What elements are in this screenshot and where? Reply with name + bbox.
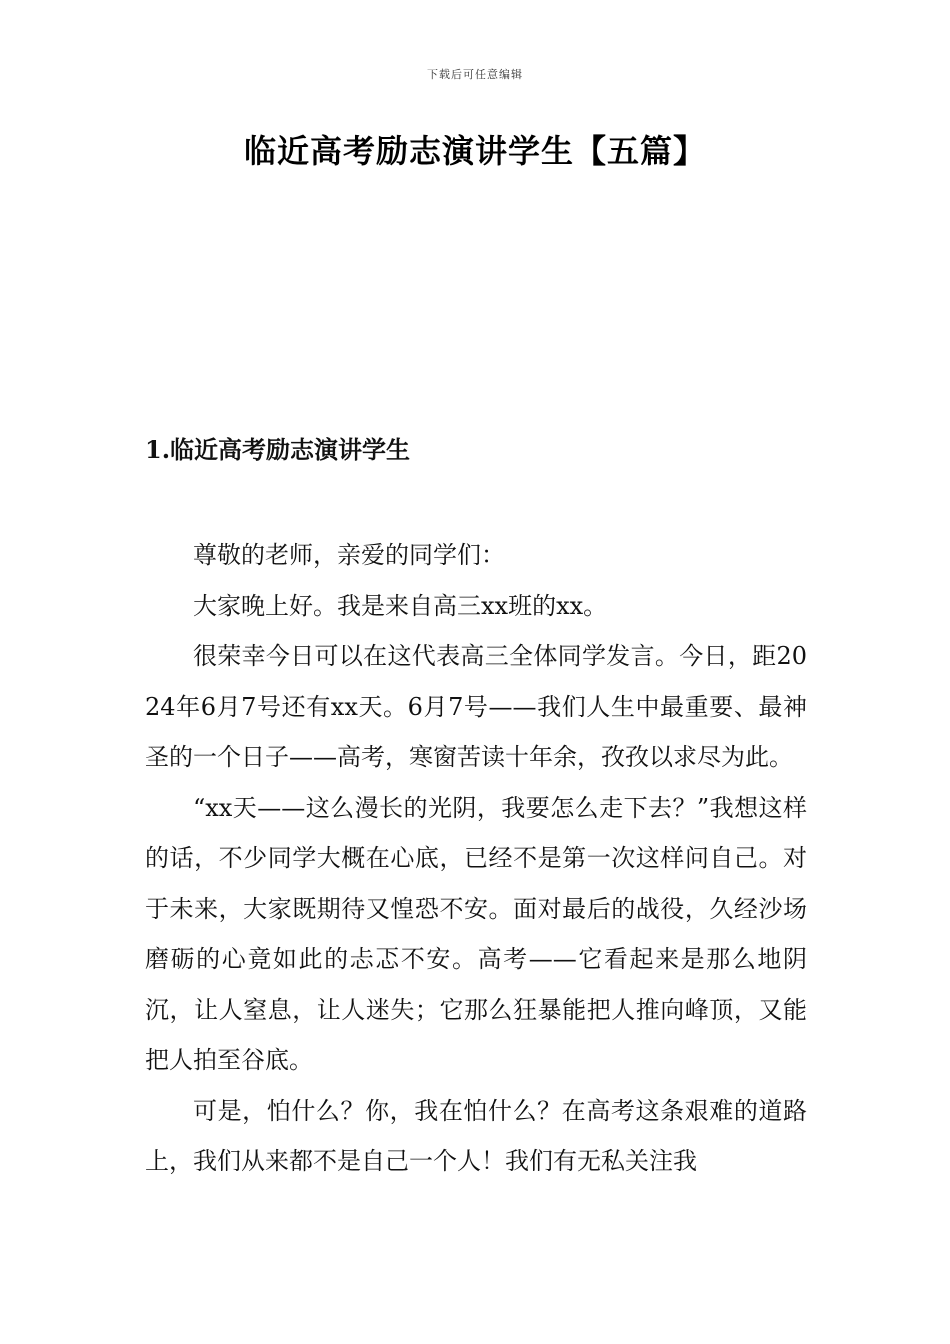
paragraph-salutation: 尊敬的老师，亲爱的同学们： bbox=[193, 541, 505, 569]
paragraph-encouragement: 可是，怕什么？你，我在怕什么？在高考这条艰难的道路上，我们从来都不是自己一个人！我们有无私关注我 bbox=[145, 1096, 807, 1175]
paragraph-introduction: 很荣幸今日可以在这代表高三全体同学发言。今日，距2024年6月7号还有xx天。6月7号——我们人生中最重要、最神圣的一个日子——高考，寒窗苦读十年余，孜孜以求尽为此。 bbox=[145, 642, 807, 771]
paragraph-greeting: 大家晚上好。我是来自高三xx班的xx。 bbox=[193, 591, 608, 620]
paragraph-question: “xx天——这么漫长的光阴，我要怎么走下去？”我想这样的话，不少同学大概在心底，已经不是第一次这样问自己。对于未来，大家既期待又惶恐不安。面对最后的战役，久经沙场磨砺的心竟如此的忐忑不安。高考——它看起来是那么地阴沉，让人窒息，让人迷失；它那么狂暴能把人推向峰顶，又能把人拍至谷底。 bbox=[145, 793, 807, 1074]
body-text bbox=[145, 530, 807, 1187]
section-heading: 1.临近高考励志演讲学生 bbox=[145, 435, 411, 464]
header-note: 下载后可任意编辑 bbox=[427, 68, 523, 81]
document-title: 临近高考励志演讲学生【五篇】 bbox=[243, 132, 706, 170]
